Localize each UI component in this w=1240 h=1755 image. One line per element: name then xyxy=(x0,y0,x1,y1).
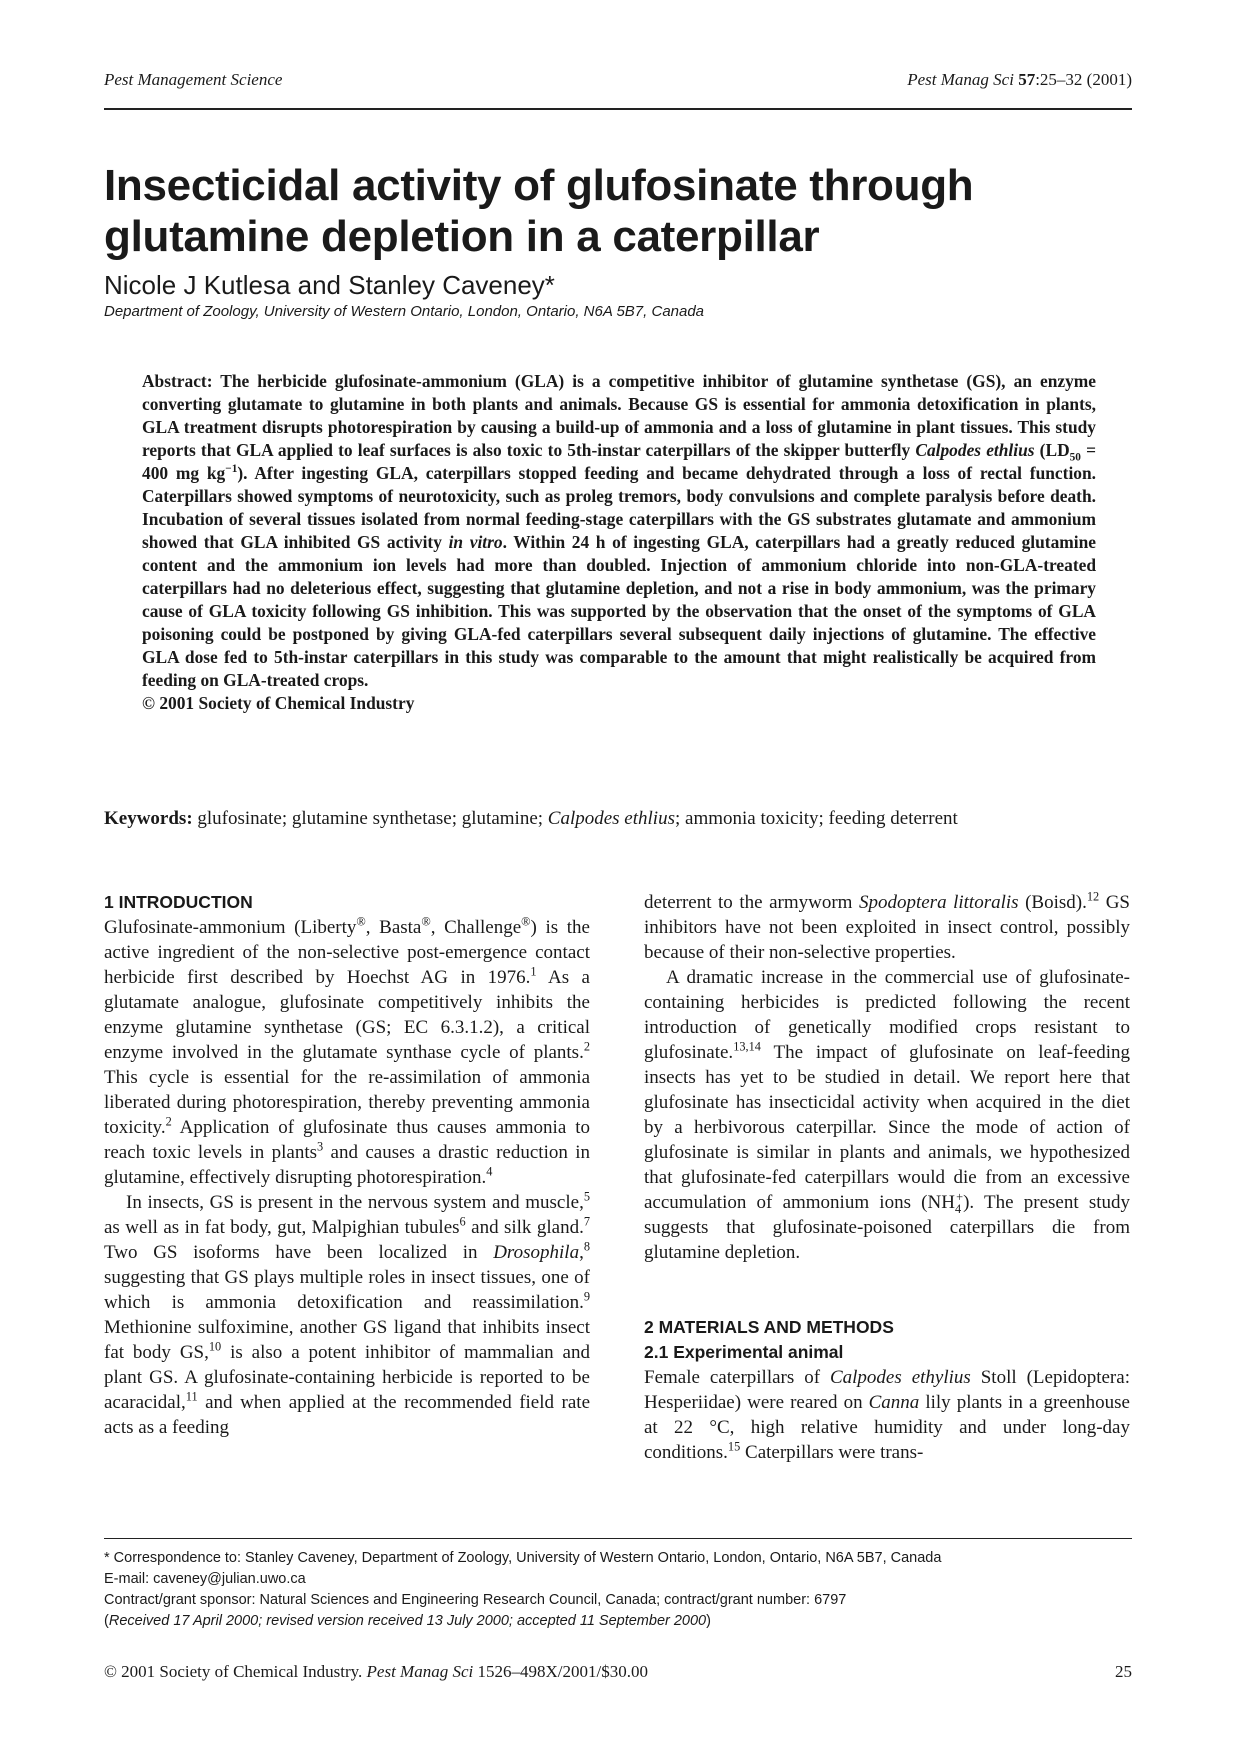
ammonium-subscript: 4 xyxy=(954,1201,962,1216)
text: Two GS isoforms have been localized in xyxy=(104,1242,494,1263)
header-rule xyxy=(104,108,1132,110)
article-title: Insecticidal activity of glufosinate through glutamine depletion in a caterpillar xyxy=(104,161,974,261)
footer-text: © 2001 Society of Chemical Industry. xyxy=(104,1662,367,1681)
intro-paragraph-1 xyxy=(104,915,590,1190)
text: In insects, GS is present in the nervous system and muscle, xyxy=(126,1192,584,1213)
citation-ref: 3 xyxy=(317,1139,324,1154)
received-dates: Received 17 April 2000; revised version received 13 July 2000; accepted 11 September 2000 xyxy=(108,1613,707,1629)
page-number: 25 xyxy=(1115,1662,1132,1681)
intro-paragraph-2 xyxy=(104,1190,590,1440)
abstract-text xyxy=(142,370,1096,692)
column-right xyxy=(644,890,1130,1465)
text: , Basta xyxy=(365,917,422,938)
citation-volume: 57 xyxy=(1018,70,1036,89)
footnote-rule xyxy=(104,1538,1132,1539)
intro-paragraph-3 xyxy=(644,965,1130,1265)
ld50-subscript: 50 xyxy=(1069,451,1081,464)
text: and when applied at the recommended field rate acts as a feeding xyxy=(104,1392,590,1438)
keywords-label: Keywords: xyxy=(104,808,193,829)
citation-ref: 10 xyxy=(208,1339,222,1354)
running-header-citation xyxy=(907,70,1132,90)
abstract xyxy=(142,370,1096,715)
citation-ref: 7 xyxy=(583,1214,590,1229)
abstract-species: Calpodes ethlius xyxy=(915,440,1035,460)
text: deterrent to the armyworm xyxy=(644,892,859,913)
citation-ref: 9 xyxy=(583,1289,590,1304)
abstract-copyright: © 2001 Society of Chemical Industry xyxy=(142,693,415,713)
registered-mark: ® xyxy=(356,914,366,929)
text: suggesting that GS plays multiple roles in insect tissues, one of which is ammonia detoxification and reassimilation. xyxy=(104,1267,590,1313)
species-name: Spodoptera littoralis xyxy=(858,892,1019,913)
text: Female caterpillars of xyxy=(644,1367,830,1388)
unit-superscript: −1 xyxy=(225,463,238,476)
species-name: Drosophila xyxy=(493,1242,580,1263)
citation-ref: 15 xyxy=(727,1439,741,1454)
text: and silk gland. xyxy=(465,1217,584,1238)
text: and causes a drastic reduction in glutamine, effectively disrupting photorespiration. xyxy=(104,1142,590,1188)
footer-journal: Pest Manag Sci xyxy=(366,1662,474,1681)
text: , Challenge xyxy=(430,917,522,938)
abstract-label: Abstract: xyxy=(142,371,213,391)
abstract-part: ). After ingesting GLA, caterpillars stopped feeding and became dehydrated through a loss of rectal function. Caterpillars showed symptoms of neurotoxicity, such as proleg tremors, body convulsions and complete paralysis before death. Incubation of several tissues isolated from normal feeding-stage caterpillars with the GS substrates glutamate and ammonium showed that GLA inhibited GS activity xyxy=(142,463,1096,552)
citation-prefix: Pest Manag Sci xyxy=(907,70,1019,89)
citation-ref: 4 xyxy=(486,1164,493,1179)
text: ). The present study suggests that glufosinate-poisoned caterpillars die from glutamine depletion. xyxy=(644,1192,1130,1263)
footnotes xyxy=(104,1548,1134,1632)
author-list: Nicole J Kutlesa and Stanley Caveney* xyxy=(104,270,555,300)
citation-ref: 1 xyxy=(530,964,537,979)
abstract-part: = 400 mg kg xyxy=(142,440,1096,483)
received-note: (Received 17 April 2000; revised version received 13 July 2000; accepted 11 September 2000) xyxy=(104,1613,711,1629)
abstract-part: The herbicide glufosinate-ammonium (GLA) is a competitive inhibitor of glutamine synthetase (GS), an enzyme converting glutamate to glutamine in both plants and animals. Because GS is essential for ammonia detoxification in plants, GLA treatment disrupts photorespiration by causing a build-up of ammonia and a loss of glutamine in plant tissues. This study reports that GLA applied to leaf surfaces is also toxic to 5th-instar caterpillars of the skipper butterfly xyxy=(142,371,1096,460)
citation-ref: 2 xyxy=(583,1039,590,1054)
citation-ref: 6 xyxy=(459,1214,466,1229)
intro-paragraph-2-continued xyxy=(644,890,1130,965)
correspondence-note: * Correspondence to: Stanley Caveney, Department of Zoology, University of Western Ontario, London, Ontario, N6A 5B7, Canada xyxy=(104,1550,942,1566)
text: Application of glufosinate thus causes ammonia to reach toxic levels in plants xyxy=(104,1117,590,1163)
column-left xyxy=(104,890,590,1440)
citation-ref: 2 xyxy=(165,1114,172,1129)
ammonium-superscript: + xyxy=(956,1189,964,1204)
section-heading-methods: 2 MATERIALS AND METHODS xyxy=(644,1317,894,1337)
text: , xyxy=(579,1242,584,1263)
text: As a glutamate analogue, glufosinate competitively inhibits the enzyme glutamine synthetase (GS; EC 6.3.1.2), a critical enzyme involved in the glutamate synthase cycle of plants. xyxy=(104,967,590,1063)
page-footer-copyright xyxy=(104,1662,648,1682)
author-affiliation: Department of Zoology, University of Western Ontario, London, Ontario, N6A 5B7, Canada xyxy=(104,303,705,320)
text: is also a potent inhibitor of mammalian and plant GS. A glufosinate-containing herbicide is reported to be acaracidal, xyxy=(104,1342,590,1413)
section-heading-introduction: 1 INTRODUCTION xyxy=(104,892,253,912)
methods-paragraph-1 xyxy=(644,1365,1130,1465)
keywords xyxy=(104,808,1134,830)
registered-mark: ® xyxy=(521,914,531,929)
abstract-part: . Within 24 h of ingesting GLA, caterpillars had a greatly reduced glutamine content and the ammonium ion levels had more than doubled. Injection of ammonium chloride into non-GLA-treated caterpillars had no deleterious effect, suggesting that glutamine depletion, and not a rise in body ammonium, was the primary cause of GLA toxicity following GS inhibition. This was supported by the observation that the onset of the symptoms of GLA poisoning could be postponed by giving GLA-fed caterpillars several subsequent daily injections of glutamine. The effective GLA dose fed to 5th-instar caterpillars in this study was comparable to the amount that might realistically be acquired from feeding on GLA-treated crops. xyxy=(142,532,1096,690)
text: Stoll (Lepidoptera: Hesperiidae) were reared on xyxy=(644,1367,1130,1413)
registered-mark: ® xyxy=(421,914,431,929)
text: GS inhibitors have not been exploited in insect control, possibly because of their non-selective properties. xyxy=(644,892,1130,963)
citation-suffix: :25–32 (2001) xyxy=(1035,70,1132,89)
footer-text: 1526–498X/2001/$30.00 xyxy=(473,1662,648,1681)
abstract-invitro: in vitro xyxy=(448,532,503,552)
text: as well as in fat body, gut, Malpighian tubules xyxy=(104,1217,460,1238)
text: lily plants in a greenhouse at 22 °C, high relative humidity and under long-day conditions. xyxy=(644,1392,1130,1463)
text: (Boisd). xyxy=(1018,892,1087,913)
abstract-part: (LD xyxy=(1034,440,1070,460)
keywords-text: ; ammonia toxicity; feeding deterrent xyxy=(674,808,958,829)
text: ) is the active ingredient of the non-selective post-emergence contact herbicide first described by Hoechst AG in 1976. xyxy=(104,917,590,988)
text: Caterpillars were trans- xyxy=(740,1442,924,1463)
species-name: Calpodes ethylius xyxy=(829,1367,971,1388)
text: Methionine sulfoximine, another GS ligand that inhibits insect fat body GS, xyxy=(104,1317,590,1363)
running-header-journal: Pest Management Science xyxy=(104,70,283,89)
keywords-text: glufosinate; glutamine synthetase; glutamine; xyxy=(192,808,548,829)
citation-ref: 12 xyxy=(1086,889,1100,904)
email-note: E-mail: caveney@julian.uwo.ca xyxy=(104,1571,306,1587)
text: A dramatic increase in the commercial use of glufosinate-containing herbicides is predicted following the recent introduction of genetically modified crops resistant to glufosinate. xyxy=(644,967,1130,1063)
grant-note: Contract/grant sponsor: Natural Sciences and Engineering Research Council, Canada; contract/grant number: 6797 xyxy=(104,1592,847,1608)
genus-name: Canna xyxy=(868,1392,920,1413)
text: Glufosinate-ammonium (Liberty xyxy=(104,917,357,938)
text: The impact of glufosinate on leaf-feeding insects has yet to be studied in detail. We report here that glufosinate has insecticidal activity when acquired in the diet by a herbivorous caterpillar. Since the mode of action of glufosinate is similar in plants and animals, we hypothesized that glufosinate-fed caterpillars would die from an excessive accumulation of ammonium ions (NH xyxy=(644,1042,1130,1213)
subsection-heading-experimental-animal: 2.1 Experimental animal xyxy=(644,1342,844,1362)
keywords-species: Calpodes ethlius xyxy=(547,808,675,829)
citation-ref: 8 xyxy=(583,1239,590,1254)
citation-ref: 11 xyxy=(185,1389,198,1404)
citation-ref: 5 xyxy=(583,1189,590,1204)
text: This cycle is essential for the re-assimilation of ammonia liberated during photorespiration, thereby preventing ammonia toxicity. xyxy=(104,1067,590,1138)
citation-ref: 13,14 xyxy=(733,1039,761,1054)
